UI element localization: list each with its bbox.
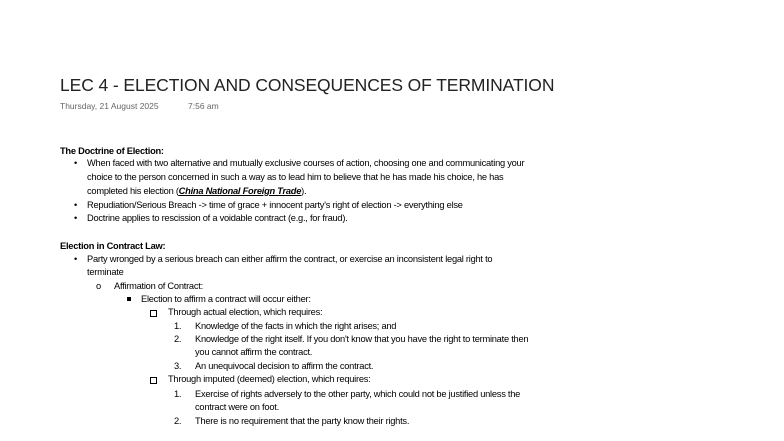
- text-line: terminate: [87, 267, 124, 277]
- text-line: Election to affirm a contract will occur either:: [141, 294, 311, 304]
- text-line: Repudiation/Serious Breach -> time of grace + innocent party's right of election -> everything else: [87, 200, 463, 210]
- bullet-dot: •: [74, 200, 78, 210]
- text-span: ).: [301, 186, 307, 196]
- bullet-dot: •: [74, 254, 78, 264]
- text-line: contract were on foot.: [195, 402, 279, 412]
- text-line: Through actual election, which requires:: [168, 307, 323, 317]
- page-time: 7:56 am: [188, 101, 219, 111]
- page-title: LEC 4 - ELECTION AND CONSEQUENCES OF TERMINATION: [60, 75, 555, 95]
- text-line: There is no requirement that the party know their rights.: [195, 416, 410, 426]
- list-number: 1.: [174, 389, 182, 399]
- section-heading-doctrine: The Doctrine of Election:: [60, 146, 164, 156]
- hollow-square-bullet-icon: [150, 310, 157, 317]
- text-line: [87, 185, 306, 199]
- text-line: choice to the person concerned in such a way as to lead him to believe that he has made his choice, he has: [87, 172, 504, 182]
- text-span: completed his election (: [87, 186, 179, 196]
- text-line: Knowledge of the facts in which the right arises; and: [195, 321, 397, 331]
- text-line: An unequivocal decision to affirm the contract.: [195, 361, 374, 371]
- bullet-dot: •: [74, 213, 78, 223]
- page-date: Thursday, 21 August 2025: [60, 101, 159, 111]
- text-line: Through imputed (deemed) election, which requires:: [168, 374, 371, 384]
- square-bullet-icon: [127, 297, 131, 301]
- list-number: 3.: [174, 361, 182, 371]
- case-citation: China National Foreign Trade: [178, 186, 302, 196]
- list-number: 2.: [174, 334, 182, 344]
- text-line: When faced with two alternative and mutually exclusive courses of action, choosing one and communicating your: [87, 158, 525, 168]
- text-line: Party wronged by a serious breach can either affirm the contract, or exercise an inconsistent legal right to: [87, 254, 493, 264]
- list-marker-o: o: [96, 281, 101, 291]
- hollow-square-bullet-icon: [150, 377, 157, 384]
- text-line: Exercise of rights adversely to the other party, which could not be justified unless the: [195, 389, 521, 399]
- text-line: Knowledge of the right itself. If you don't know that you have the right to terminate then: [195, 334, 529, 344]
- text-line: Affirmation of Contract:: [114, 281, 203, 291]
- bullet-dot: •: [74, 158, 78, 168]
- list-number: 2.: [174, 416, 182, 426]
- section-heading-election: Election in Contract Law:: [60, 241, 166, 251]
- text-line: Doctrine applies to rescission of a voidable contract (e.g., for fraud).: [87, 213, 348, 223]
- text-line: you cannot affirm the contract.: [195, 347, 313, 357]
- list-number: 1.: [174, 321, 182, 331]
